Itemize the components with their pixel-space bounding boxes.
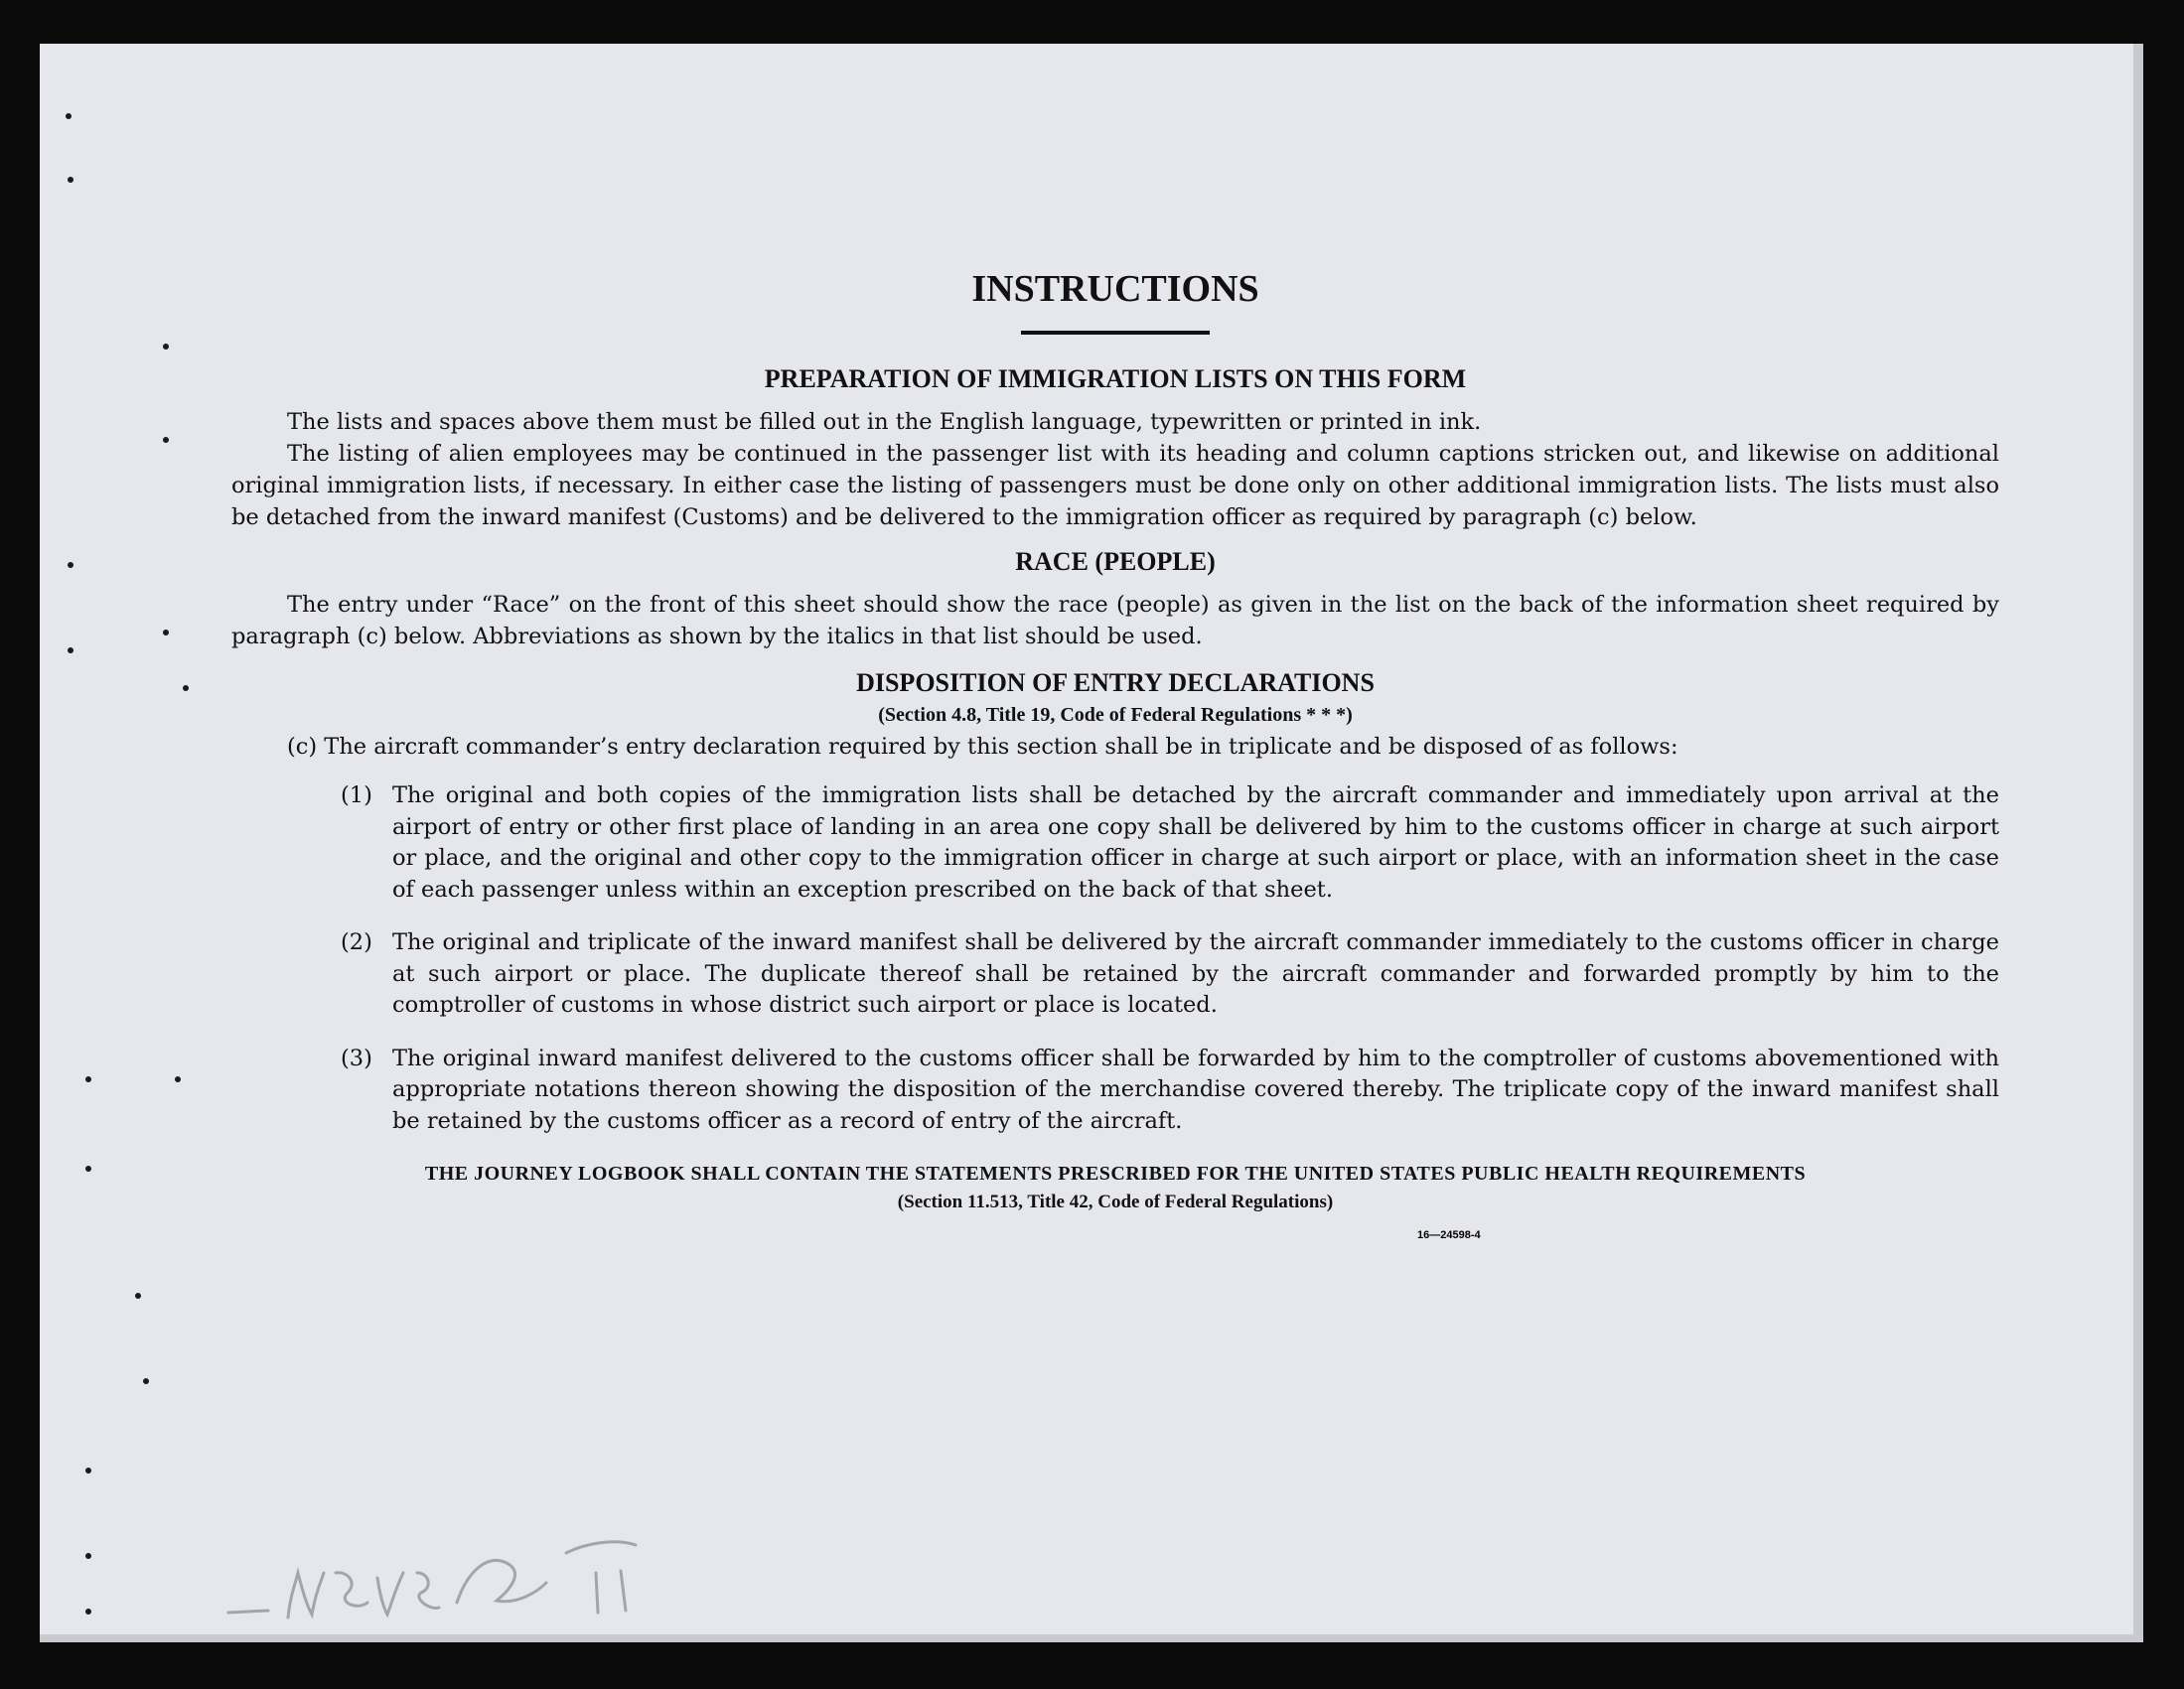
scan-speck [163,437,169,443]
scan-speck [143,1378,149,1384]
document-page [40,44,2143,1642]
title-underline [1021,331,1210,335]
preparation-paragraph-1: The lists and spaces above them must be filled out in the English language, typewritten or printed in ink. [287,409,1482,435]
clause-c: (c) The aircraft commander’s entry declaration required by this section shall be in triplicate and be disposed of as follows: [287,734,1678,760]
scan-speck [68,647,73,653]
public-health-statement: THE JOURNEY LOGBOOK SHALL CONTAIN THE STATEMENTS PRESCRIBED FOR THE UNITED STATES PUBLIC HEALTH REQUIREMENTS [424,1163,1807,1185]
title-block [231,267,1999,335]
scan-speck [163,630,169,635]
handwritten-mark [209,1493,665,1642]
list-item-number: (2) [341,929,372,955]
scan-speck [183,685,189,691]
section-heading-preparation: PREPARATION OF IMMIGRATION LISTS ON THIS FORM [764,364,1467,393]
list-item [341,927,1999,1022]
scan-speck [66,113,72,119]
scan-speck [85,1553,91,1559]
scan-speck [85,1076,91,1082]
page-title: INSTRUCTIONS [971,268,1259,310]
scan-speck [163,344,169,350]
section-citation-disposition: (Section 4.8, Title 19, Code of Federal Regulations * * *) [878,704,1353,726]
list-item [341,1044,1999,1138]
preparation-paragraph-2: The listing of alien employees may be continued in the passenger list with its heading and column captions stricken out, and likewise on additional original immigration lists, if necessary. In either case the listing of passengers must be done only on other additional immigration lists. The lists must also be detached from the inward manifest (Customs) and be delivered to the immigration officer as required by paragraph (c) below. [231,441,1999,530]
list-item [341,780,1999,906]
race-paragraph: The entry under “Race” on the front of this sheet should show the race (people) as given in the list on the back of the information sheet required by paragraph (c) below. Abbreviations as shown by the italics in that list should be used. [231,592,1999,649]
scan-speck [85,1166,91,1172]
scan-speck [68,562,73,568]
scan-speck [85,1609,91,1615]
scan-speck [135,1293,141,1299]
public-health-citation: (Section 11.513, Title 42, Code of Federal Regulations) [897,1192,1334,1212]
list-item-text: The original and both copies of the immigration lists shall be detached by the aircraft commander and immediately upon arrival at the airport of entry or other first place of landing in an area one copy shall be delivered by him to the customs officer in charge at such airport or place, and the original and other copy to the immigration officer in charge at such airport or place, with an information sheet in the case of each passenger unless within an exception prescribed on the back of that sheet. [392,782,1999,903]
scan-speck [85,1468,91,1474]
instructions-body [231,267,1999,1213]
list-item-text: The original and triplicate of the inward manifest shall be delivered by the aircraft commander immediately to the customs officer in charge at such airport or place. The duplicate thereof shall be retained by the aircraft commander and forwarded promptly by him to the comptroller of customs in whose district such airport or place is located. [392,929,1999,1018]
list-item-text: The original inward manifest delivered to the customs officer shall be forwarded by him to the comptroller of customs abovementioned with appropriate notations thereon showing the disposition of the merchandise covered thereby. The triplicate copy of the inward manifest shall be retained by the customs officer as a record of entry of the aircraft. [392,1045,1999,1134]
list-item-number: (3) [341,1045,372,1071]
section-heading-disposition: DISPOSITION OF ENTRY DECLARATIONS [856,668,1375,697]
scan-speck [68,177,73,183]
list-item-number: (1) [341,782,372,808]
form-code: 16—24598-4 [1417,1229,1481,1241]
scan-speck [175,1076,181,1082]
section-heading-race: RACE (PEOPLE) [1015,547,1216,576]
